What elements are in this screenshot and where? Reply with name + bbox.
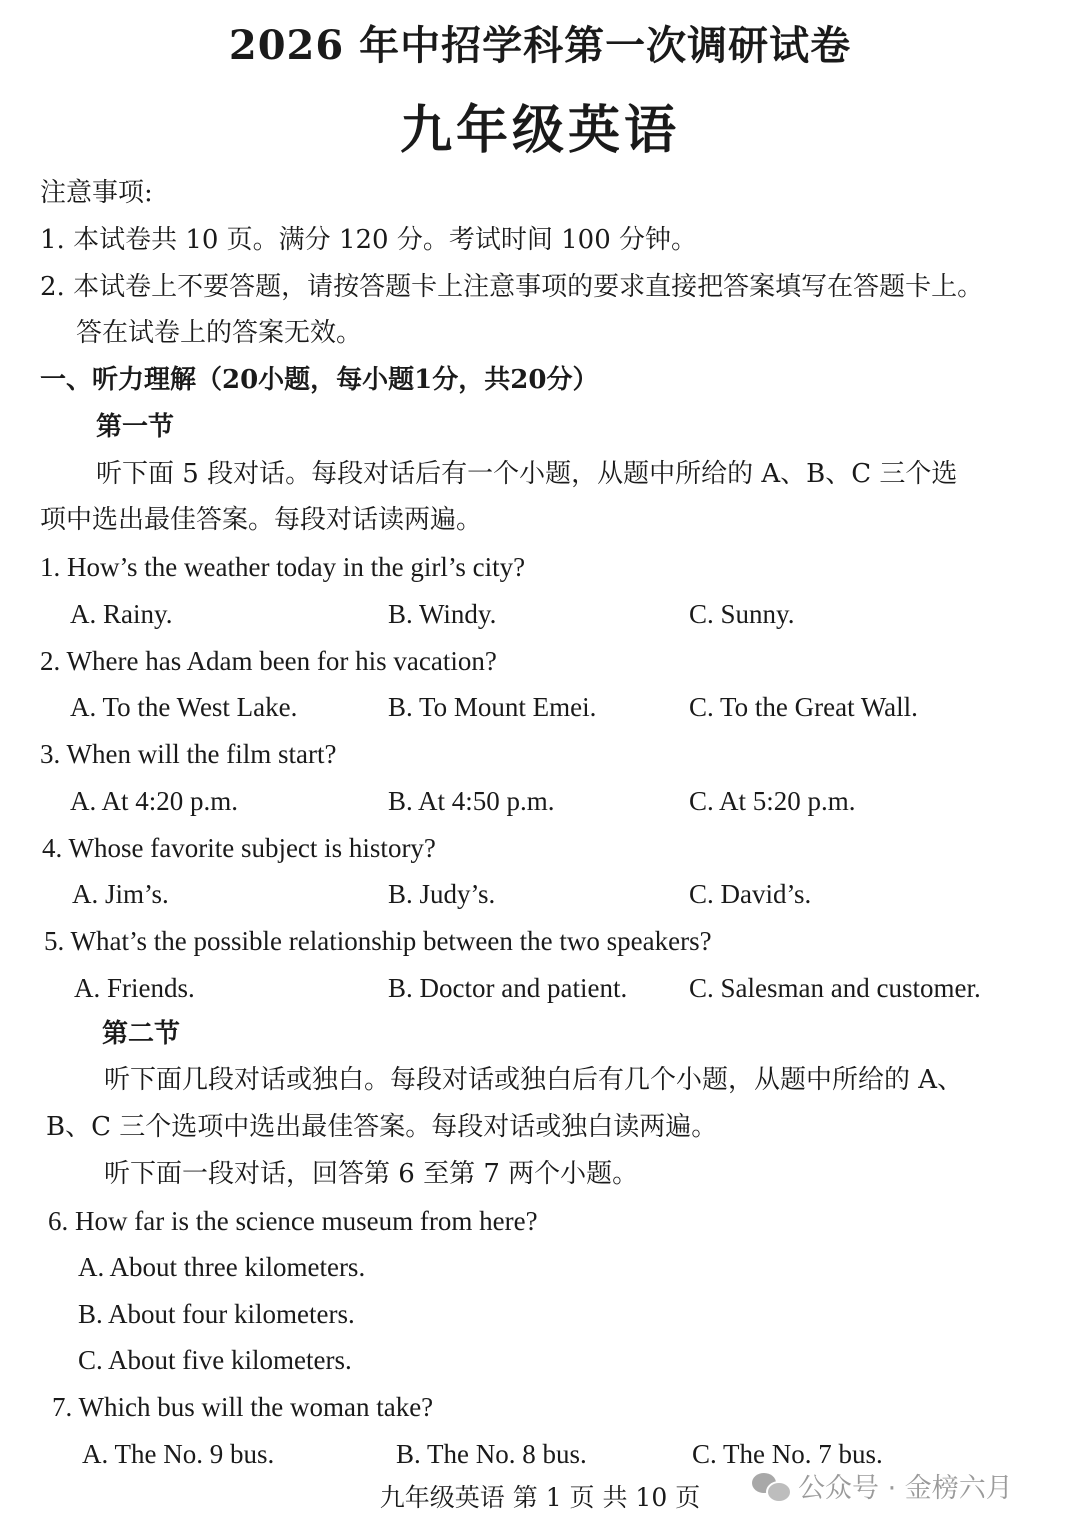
page-footer: 九年级英语 第 1 页 共 10 页 [379,1483,701,1512]
section1-instruction-line-2: 项中选出最佳答案。每段对话读两遍。 [40,505,483,535]
question-6-option-b: B. About four kilometers. [78,1299,355,1329]
question-1-option-b: B. Windy. [388,599,497,629]
watermark [752,1466,1013,1505]
question-2-option-a: A. To the West Lake. [70,692,298,722]
notice-heading: 注意事项: [40,178,153,208]
question-2-option-b: B. To Mount Emei. [388,692,597,722]
question-7-option-c: C. The No. 7 bus. [692,1439,883,1469]
section2-heading: 第二节 [102,1019,181,1049]
question-1-option-c: C. Sunny. [689,599,795,629]
question-5-option-a: A. Friends. [74,973,195,1003]
notice-item-2-line-2: 答在试卷上的答案无效。 [76,318,363,348]
subject-title: 九年级英语 [399,100,680,161]
section1-heading: 第一节 [96,412,175,442]
question-4-option-c: C. David’s. [689,879,812,909]
part1-heading: 一、听力理解（20小题，每小题1分，共20分） [40,365,599,395]
section2-instruction-line-2: B、C 三个选项中选出最佳答案。每段对话或独白读两遍。 [46,1112,718,1142]
question-1-option-a: A. Rainy. [70,599,173,629]
question-3-stem: 3. When will the film start? [40,739,337,769]
question-4-option-b: B. Judy’s. [388,879,496,909]
notice-item-1: 1. 本试卷共 10 页。满分 120 分。考试时间 100 分钟。 [40,225,697,255]
question-4-stem: 4. Whose favorite subject is history? [42,833,436,863]
question-3-option-a: A. At 4:20 p.m. [70,786,239,816]
question-7-option-a: A. The No. 9 bus. [82,1439,275,1469]
question-7-stem: 7. Which bus will the woman take? [52,1392,434,1422]
question-2-option-c: C. To the Great Wall. [689,692,918,722]
question-7-option-b: B. The No. 8 bus. [396,1439,587,1469]
question-6-option-c: C. About five kilometers. [78,1345,352,1375]
question-3-option-c: C. At 5:20 p.m. [689,786,856,816]
section1-instruction-line-1: 听下面 5 段对话。每段对话后有一个小题，从题中所给的 A、B、C 三个选 [96,459,958,489]
question-6-stem: 6. How far is the science museum from here? [48,1206,538,1236]
question-4-option-a: A. Jim’s. [72,879,169,909]
exam-title: 2026 年中招学科第一次调研试卷 [228,22,852,69]
watermark-text: 公众号 · 金榜六月 [798,1473,1013,1504]
question-6-option-a: A. About three kilometers. [78,1252,366,1282]
wechat-icon [752,1471,790,1501]
section2-sub-instruction: 听下面一段对话，回答第 6 至第 7 两个小题。 [104,1159,639,1189]
question-2-stem: 2. Where has Adam been for his vacation? [40,646,497,676]
question-1-stem: 1. How’s the weather today in the girl’s city? [40,552,526,582]
question-3-option-b: B. At 4:50 p.m. [388,786,555,816]
question-5-stem: 5. What’s the possible relationship between the two speakers? [44,926,712,956]
section2-instruction-line-1: 听下面几段对话或独白。每段对话或独白后有几个小题，从题中所给的 A、 [104,1065,964,1095]
question-5-option-c: C. Salesman and customer. [689,973,981,1003]
question-5-option-b: B. Doctor and patient. [388,973,628,1003]
notice-item-2-line-1: 2. 本试卷上不要答题，请按答题卡上注意事项的要求直接把答案填写在答题卡上。 [40,272,984,302]
